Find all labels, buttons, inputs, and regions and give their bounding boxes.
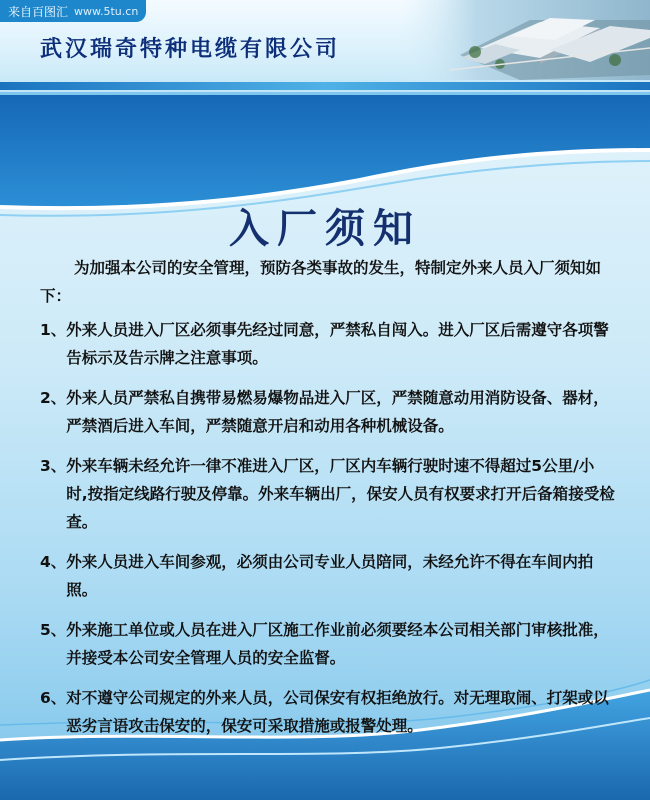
- rule-item: [40, 452, 615, 536]
- rule-text: 外来人员严禁私自携带易燃易爆物品进入厂区，严禁随意动用消防设备、器材，严禁酒后进入车间，严禁随意开启和动用各种机械设备。: [66, 389, 609, 435]
- rule-item: [40, 316, 615, 372]
- rule-number: 2、: [40, 389, 67, 407]
- rule-number: 5、: [40, 621, 67, 639]
- notice-title: 入厂须知: [229, 206, 421, 252]
- notice-intro: 为加强本公司的安全管理，预防各类事故的发生，特制定外来人员入厂须知如下：: [40, 259, 602, 305]
- rule-item: [40, 616, 615, 672]
- rule-text: 对不遵守公司规定的外来人员，公司保安有权拒绝放行。对无理取闹、打架或以恶劣言语攻击保安的，保安可采取措施或报警处理。: [66, 689, 609, 735]
- rule-text: 外来施工单位或人员在进入厂区施工作业前必须要经本公司相关部门审核批准，并接受本公司安全管理人员的安全监督。: [66, 621, 609, 667]
- rule-number: 6、: [40, 689, 67, 707]
- factory-aerial-image: [400, 0, 650, 80]
- rules-list: [40, 316, 615, 752]
- watermark-label: 来自百图汇: [8, 4, 69, 19]
- rule-number: 1、: [40, 321, 67, 339]
- rule-text: 外来人员进入车间参观，必须由公司专业人员陪同，未经允许不得在车间内拍照。: [66, 553, 594, 599]
- rule-text: 外来人员进入厂区必须事先经过同意，严禁私自闯入。进入厂区后需遵守各项警告标示及告示牌之注意事项。: [66, 321, 609, 367]
- watermark-url: www.5tu.cn: [74, 4, 139, 18]
- rule-item: [40, 548, 615, 604]
- header-stripe: [0, 82, 650, 90]
- rule-number: 4、: [40, 553, 67, 571]
- company-name: 武汉瑞奇特种电缆有限公司: [40, 37, 341, 62]
- rule-item: [40, 384, 615, 440]
- rule-item: [40, 684, 615, 740]
- watermark-badge: [0, 0, 146, 22]
- rule-number: 3、: [40, 457, 67, 475]
- rule-text: 外来车辆未经允许一律不准进入厂区，厂区内车辆行驶时速不得超过5公里/小时,按指定线路行驶及停靠。外来车辆出厂，保安人员有权要求打开后备箱接受检查。: [66, 457, 615, 531]
